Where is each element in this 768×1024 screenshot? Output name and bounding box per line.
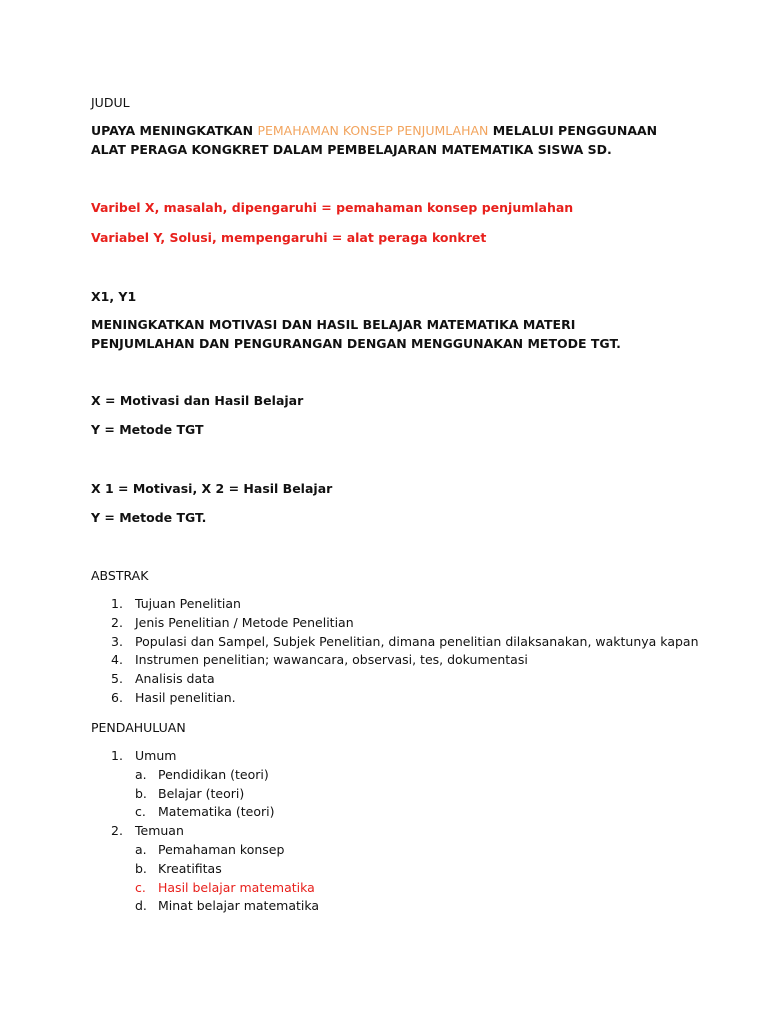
sub-list-text: Belajar (teori) <box>158 785 245 801</box>
list-text: Populasi dan Sampel, Subjek Penelitian, dimana penelitian dilaksanakan, waktunya kapan <box>135 633 699 649</box>
list-text: Jenis Penelitian / Metode Penelitian <box>135 614 354 630</box>
research-title-2: MENINGKATKAN MOTIVASI DAN HASIL BELAJAR MATEMATIKA MATERI PENJUMLAHAN DAN PENGURANGAN DENGAN MENGGUNAKAN METODE TGT. <box>91 317 621 351</box>
x-definition: X = Motivasi dan Hasil Belajar <box>91 393 304 408</box>
list-text: Umum <box>135 748 177 763</box>
sub-list-letter: c. <box>135 804 146 820</box>
list-number: 6. <box>111 689 123 705</box>
list-text: Analisis data <box>135 671 215 687</box>
sub-list-text: Minat belajar matematika <box>158 898 320 914</box>
sub-list-letter: d. <box>135 898 147 914</box>
list-number: 3. <box>111 633 123 649</box>
list-number: 1. <box>111 596 123 611</box>
variabel-y-line: Variabel Y, Solusi, mempengaruhi = alat peraga konkret <box>91 230 487 245</box>
x1x2-definition: X 1 = Motivasi, X 2 = Hasil Belajar <box>91 481 333 496</box>
list-number: 5. <box>111 671 123 687</box>
list-text: Instrumen penelitian; wawancara, observasi, tes, dokumentasi <box>135 652 528 668</box>
sub-list-text: Pemahaman konsep <box>158 841 285 857</box>
judul-heading: JUDUL <box>91 95 130 110</box>
list-text: Hasil penelitian. <box>135 689 236 705</box>
sub-list-text: Pendidikan (teori) <box>158 766 269 782</box>
x1y1-heading: X1, Y1 <box>91 289 137 304</box>
sub-list-text: Kreatifitas <box>158 860 222 876</box>
title-part1: UPAYA MENINGKATKAN <box>91 123 258 138</box>
y-definition: Y = Metode TGT <box>91 422 204 437</box>
list-text: Temuan <box>135 823 184 839</box>
y-definition-2: Y = Metode TGT. <box>91 510 207 525</box>
pendahuluan-heading: PENDAHULUAN <box>91 720 186 735</box>
list-number: 2. <box>111 614 123 630</box>
sub-list-letter: a. <box>135 841 147 857</box>
list-number: 2. <box>111 823 123 839</box>
sub-list-text: Matematika (teori) <box>158 804 275 820</box>
sub-list-letter: b. <box>135 785 147 801</box>
sub-list-letter: c. <box>135 879 146 895</box>
list-number: 1. <box>111 748 123 763</box>
sub-list-letter: a. <box>135 766 147 782</box>
abstrak-heading: ABSTRAK <box>91 568 149 583</box>
list-number: 4. <box>111 652 123 668</box>
sub-list-text: Hasil belajar matematika <box>158 879 315 895</box>
variabel-x-line: Varibel X, masalah, dipengaruhi = pemahaman konsep penjumlahan <box>91 200 574 215</box>
research-title <box>91 121 691 159</box>
list-text: Tujuan Penelitian <box>135 596 241 611</box>
sub-list-letter: b. <box>135 860 147 876</box>
title-highlight: PEMAHAMAN KONSEP PENJUMLAHAN <box>257 123 489 138</box>
title-part2: MELALUI PENGGUNAAN ALAT PERAGA KONGKRET DALAM PEMBELAJARAN MATEMATIKA SISWA SD. <box>91 123 658 157</box>
